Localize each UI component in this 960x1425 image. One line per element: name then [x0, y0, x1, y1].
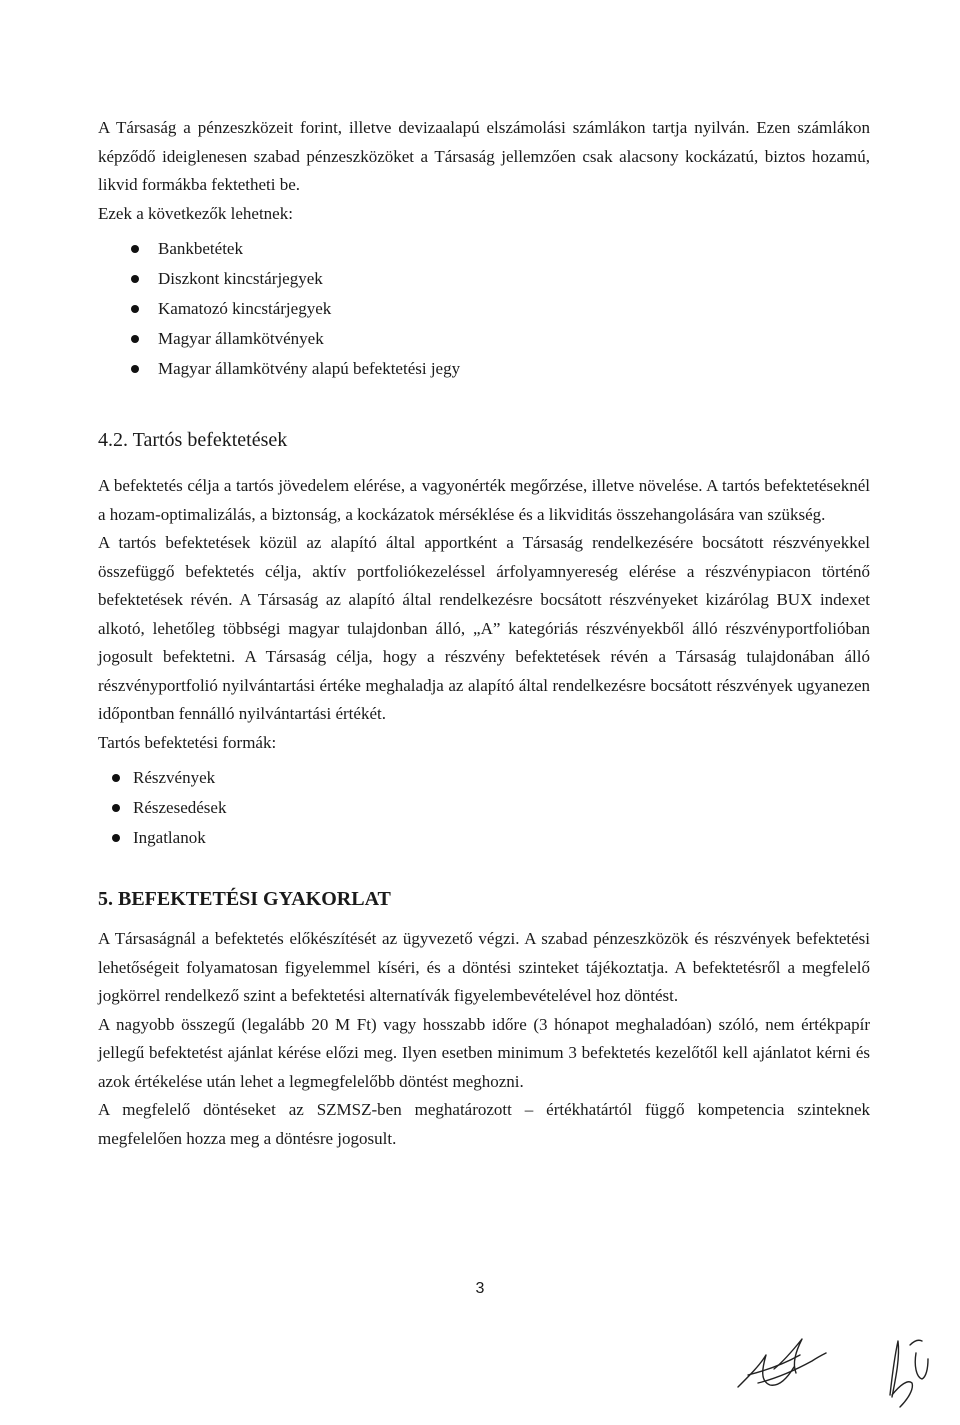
- list-item: Ingatlanok: [98, 823, 870, 853]
- instrument-list: [98, 234, 870, 384]
- list-item: Kamatozó kincstárjegyek: [98, 294, 870, 324]
- intro-paragraph: A Társaság a pénzeszközeit forint, illetve devizaalapú elszámolási számlákon tartja nyilván. Ezen számlákon képződő ideiglenesen szabad pénzeszközöket a Társaság jellemzően csak alacsony kockázatú, biztos hozamú, likvid formákba fektetheti be.: [98, 118, 870, 194]
- document-page: [98, 114, 870, 1153]
- section-4-2-paragraph-1: A befektetés célja a tartós jövedelem elérése, a vagyonérték megőrzése, illetve növelése. A tartós befektetéseknél a hozam-optimalizálás, a biztonság, a kockázatok mérséklése és a likviditás összehangolására van szükség.: [98, 476, 870, 524]
- section-5-paragraph-2: A nagyobb összegű (legalább 20 M Ft) vagy hosszabb időre (3 hónapot meghaladóan) szóló, nem értékpapír jellegű befektetést ajánlat kérése előzi meg. Ilyen esetben minimum 3 befektetés kezelőtől kell ajánlatot kérni és azok értékelése után lehet a legmegfelelőbb döntést meghozni.: [98, 1014, 870, 1091]
- section-4-2-heading: 4.2. Tartós befektetések: [98, 429, 288, 451]
- bullet-icon: [112, 804, 120, 812]
- bullet-icon: [112, 774, 120, 782]
- section-5-heading: 5. BEFEKTETÉSI GYAKORLAT: [98, 888, 391, 910]
- page-number: 3: [475, 1280, 485, 1297]
- list-item: Bankbetétek: [98, 234, 870, 264]
- bullet-icon: [131, 365, 139, 373]
- forms-list: [98, 763, 870, 853]
- forms-lead: Tartós befektetési formák:: [98, 732, 277, 752]
- bullet-icon: [112, 834, 120, 842]
- section-5-paragraph-3: A megfelelő döntéseket az SZMSZ-ben meghatározott – értékhatártól függő kompetencia szinteknek megfelelően hozza meg a döntésre jogosult.: [98, 1100, 870, 1148]
- bullet-icon: [131, 335, 139, 343]
- section-4-2-paragraph-2: A tartós befektetések közül az alapító által apportként a Társaság rendelkezésére bocsátott részvényekkel összefüggő befektetés célja, aktív portfoliókezeléssel árfolyamnyereség elérése a részvénypiacon történő befektetések révén. A Társaság az alapító által rendelkezésre bocsátott részvényeket kizárólag BUX indexet alkotó, lehetőleg többségi magyar tulajdonban álló, „A” kategóriás részvényekből álló részvényportfolióban jogosult befektetni. A Társaság célja, hogy a részvény befektetések révén a Társaság tulajdonában álló részvényportfolió nyilvántartási értéke meghaladja az alapító által rendelkezésre bocsátott részvények ugyanezen időpontban fennálló nyilvántartási értékét.: [98, 533, 870, 723]
- intro-lead: Ezek a következők lehetnek:: [98, 203, 293, 223]
- list-item: Magyar államkötvények: [98, 324, 870, 354]
- list-item: Diszkont kincstárjegyek: [98, 264, 870, 294]
- list-item: Magyar államkötvény alapú befektetési jegy: [98, 354, 870, 384]
- bullet-icon: [131, 245, 139, 253]
- section-5-paragraph-1: A Társaságnál a befektetés előkészítését az ügyvezető végzi. A szabad pénzeszközök és részvények befektetési lehetőségeit folyamatosan figyelemmel kíséri, és a döntési szinteket tájékoztatja. A befektetésről a megfelelő jogkörrel rendelkező szint a befektetési alternatívák figyelembevételével hoz döntést.: [98, 929, 870, 1005]
- bullet-icon: [131, 305, 139, 313]
- list-item: Részvények: [98, 763, 870, 793]
- handwritten-signatures: [730, 1325, 950, 1415]
- bullet-icon: [131, 275, 139, 283]
- list-item: Részesedések: [98, 793, 870, 823]
